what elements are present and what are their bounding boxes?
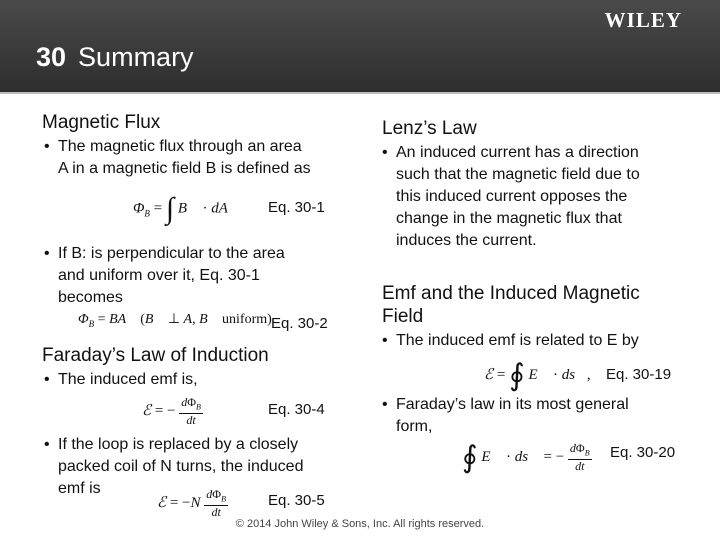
lenz-line4: change in the magnetic flux that (396, 210, 622, 227)
faraday-bullet-1 (44, 369, 198, 391)
eq-30-20-label: Eq. 30-20 (610, 444, 676, 461)
eq-30-5-formula: ℰ = −N $\frac{d\Phi_B}{dt}$ (157, 487, 226, 520)
magnetic-flux-heading: Magnetic Flux (42, 112, 161, 133)
lenz-line3: this induced current opposes the (396, 188, 628, 205)
wiley-logo: WILEY (604, 8, 682, 32)
slide-title (36, 42, 194, 73)
bullet-dot: • (382, 332, 388, 349)
flux-bullet-1 (44, 136, 311, 180)
lenz-bullet (382, 142, 640, 252)
faraday-bullet-2-line1: If the loop is replaced by a closely (58, 436, 299, 453)
chapter-number: 30 (36, 42, 67, 72)
flux-bullet-2-line2: and uniform over it, Eq. 30-1 (58, 267, 260, 284)
emf-bullet-2-line2: form, (396, 418, 433, 435)
bullet-dot: • (382, 144, 388, 161)
emf-bullet-1-text: The induced emf is related to E by (396, 332, 639, 349)
faraday-heading: Faraday’s Law of Induction (42, 345, 269, 366)
emf-heading-line1: Emf and the Induced Magnetic (382, 283, 640, 304)
emf-bullet-2 (382, 394, 629, 438)
eq-30-2-label: Eq. 30-2 (271, 315, 328, 332)
copyright-footer: © 2014 John Wiley & Sons, Inc. All rights reserved. (235, 518, 485, 530)
flux-bullet-2 (44, 243, 285, 309)
emf-heading (382, 282, 640, 328)
lenz-line1: An induced current has a direction (396, 144, 639, 161)
faraday-bullet-2-line3: emf is (58, 480, 101, 497)
bullet-dot: • (382, 396, 388, 413)
bullet-dot: • (44, 436, 50, 453)
faraday-bullet-1-text: The induced emf is, (58, 371, 198, 388)
lenz-line5: induces the current. (396, 232, 537, 249)
emf-bullet-1 (382, 330, 639, 352)
eq-30-19-label: Eq. 30-19 (606, 366, 672, 383)
eq-30-1-formula: $\Phi_B$ = ∫ B⃗ · dA⃗ (133, 192, 240, 225)
faraday-bullet-2-line2: packed coil of N turns, the induced (58, 458, 304, 475)
eq-30-1-label: Eq. 30-1 (268, 199, 325, 216)
bullet-dot: • (44, 245, 50, 262)
eq-30-20-formula: ∮ E⃗ · ds⃗ = − $\frac{d\Phi_B}{dt}$ (462, 440, 590, 474)
eq-30-5-label: Eq. 30-5 (268, 492, 325, 509)
slide-header (0, 0, 720, 92)
emf-heading-line2: Field (382, 306, 424, 327)
eq-30-19-formula: ℰ = ∮ E⃗ · ds⃗, (484, 359, 591, 392)
flux-bullet-2-line1: If B: is perpendicular to the area (58, 245, 285, 262)
emf-bullet-2-line1: Faraday’s law in its most general (396, 396, 629, 413)
flux-bullet-2-line3: becomes (58, 289, 123, 306)
lenz-line2: such that the magnetic field due to (396, 166, 640, 183)
bullet-dot: • (44, 138, 50, 155)
lenz-heading: Lenz’s Law (382, 118, 477, 139)
bullet-dot: • (44, 371, 50, 388)
header-divider (0, 92, 720, 94)
flux-bullet-1-line2: A in a magnetic field B is defined as (58, 160, 311, 177)
eq-30-2-formula: $\Phi_B$ = BA (B⃗ ⊥ A, B⃗ uniform). (78, 312, 276, 329)
eq-30-4-formula: ℰ = − $\frac{d\Phi_B}{dt}$ (142, 395, 201, 428)
title-text: Summary (78, 42, 194, 72)
eq-30-4-label: Eq. 30-4 (268, 401, 325, 418)
flux-bullet-1-line1: The magnetic flux through an area (58, 138, 302, 155)
